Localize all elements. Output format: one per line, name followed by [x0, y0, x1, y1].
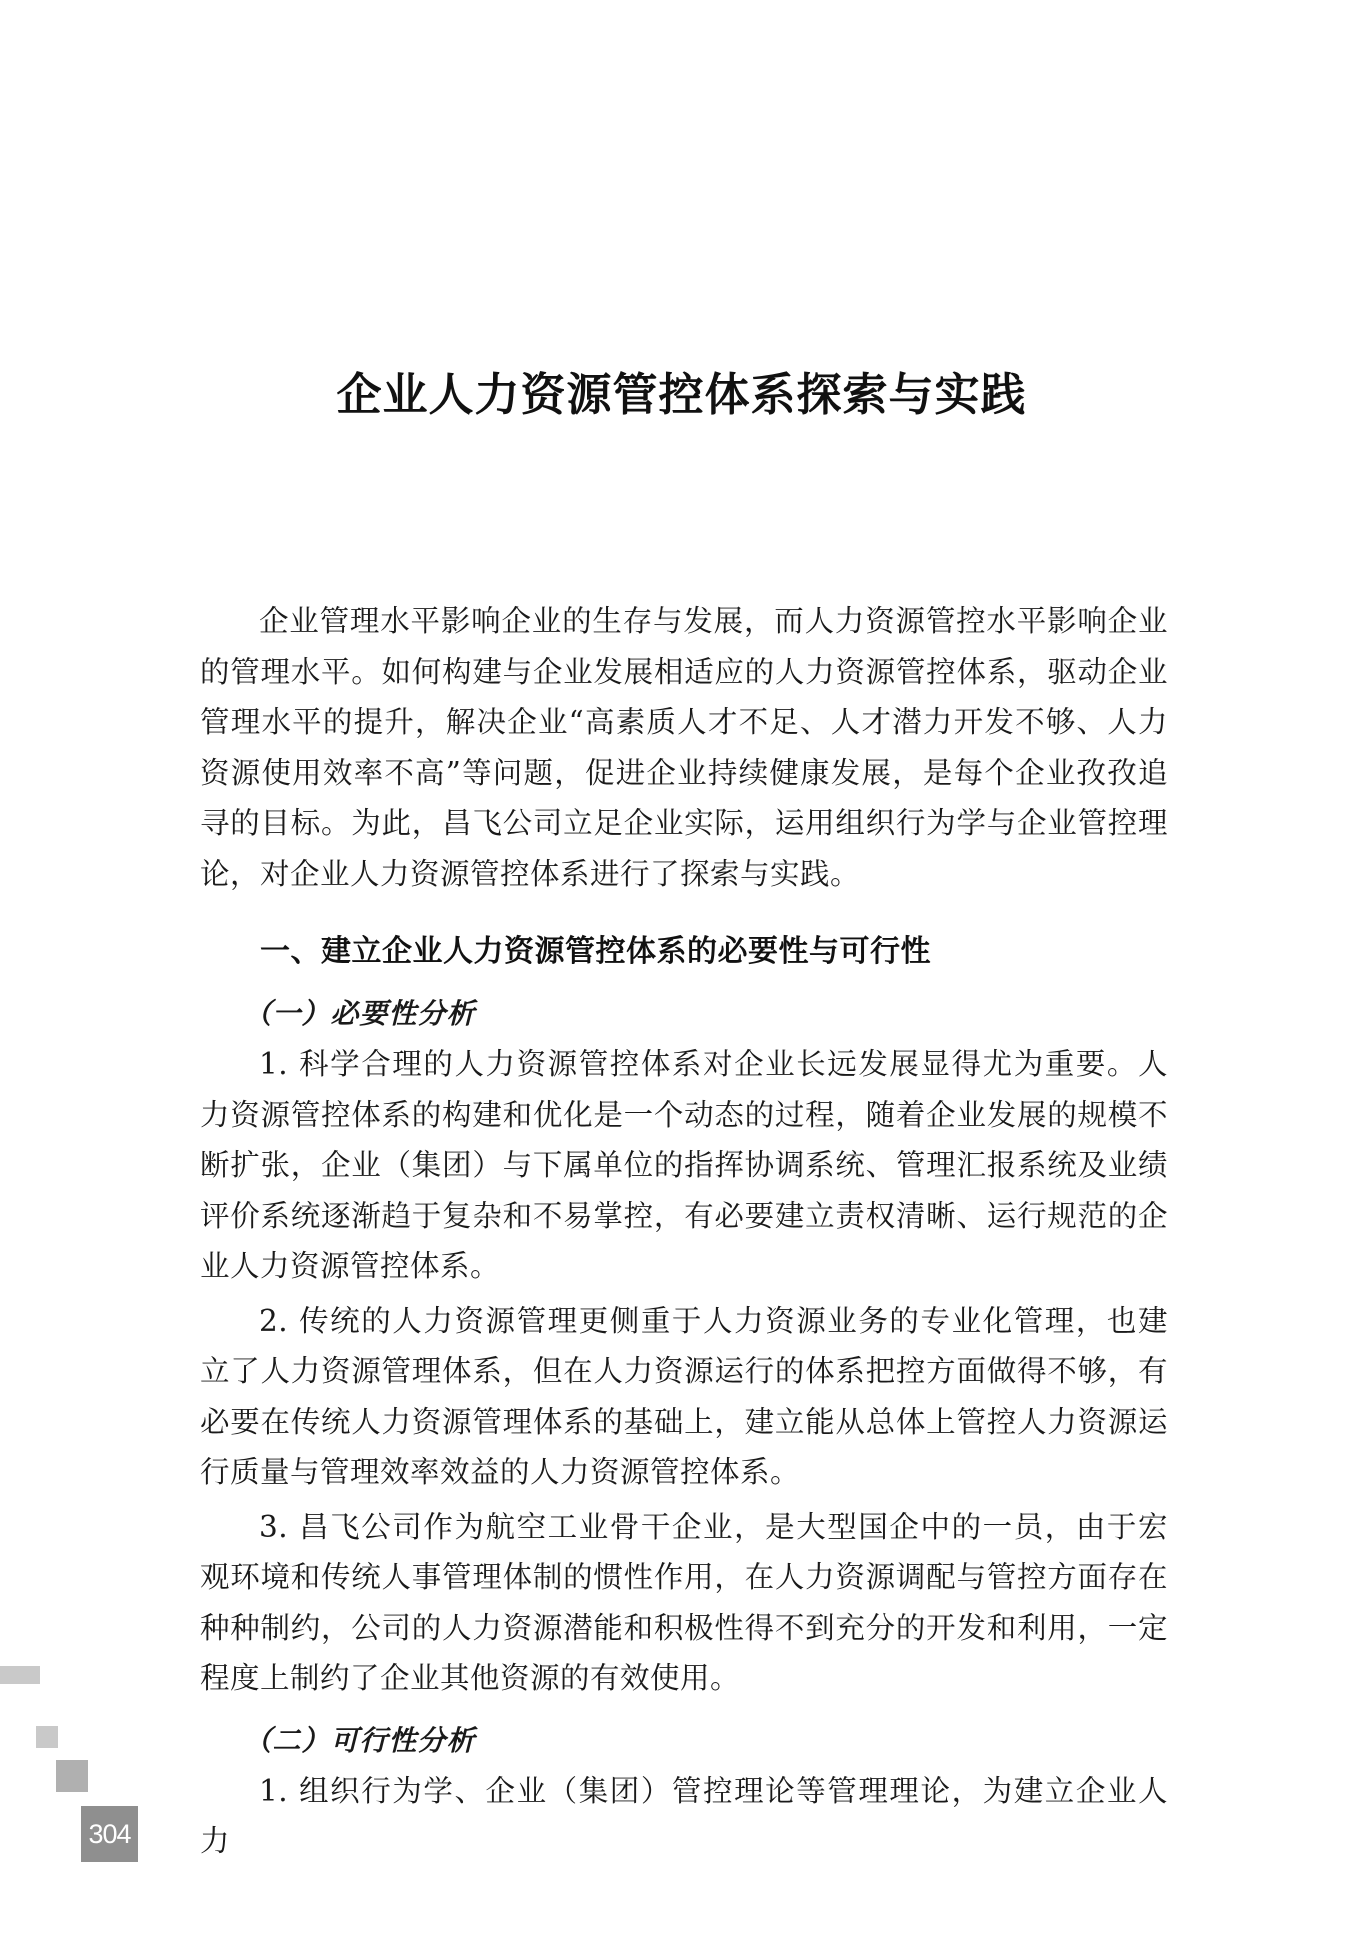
page-number: 304	[81, 1806, 138, 1862]
subsection-heading-necessity: （一）必要性分析	[243, 997, 476, 1030]
necessity-paragraph-1: 1. 科学合理的人力资源管控体系对企业长远发展显得尤为重要。人力资源管控体系的构建和优化是一个动态的过程，随着企业发展的规模不断扩张，企业（集团）与下属单位的指挥协调系统、管理汇报系统及业绩评价系统逐渐趋于复杂和不易掌控，有必要建立责权清晰、运行规范的企业人力资源管控体系。	[200, 1047, 1168, 1283]
decorative-block	[0, 1666, 40, 1684]
intro-paragraph: 企业管理水平影响企业的生存与发展，而人力资源管控水平影响企业的管理水平。如何构建与企业发展相适应的人力资源管控体系，驱动企业管理水平的提升，解决企业“高素质人才不足、人才潜力开发不够、人力资源使用效率不高”等问题，促进企业持续健康发展，是每个企业孜孜追寻的目标。为此，昌飞公司立足企业实际，运用组织行为学与企业管控理论，对企业人力资源管控体系进行了探索与实践。	[200, 604, 1168, 891]
subsection-heading-feasibility: （二）可行性分析	[243, 1723, 476, 1757]
necessity-paragraph-3: 3. 昌飞公司作为航空工业骨干企业，是大型国企中的一员，由于宏观环境和传统人事管理体制的惯性作用，在人力资源调配与管控方面存在种种制约，公司的人力资源潜能和积极性得不到充分的开发和利用，一定程度上制约了企业其他资源的有效使用。	[200, 1509, 1168, 1695]
article-body	[200, 596, 1168, 1867]
section-heading: 一、建立企业人力资源管控体系的必要性与可行性	[260, 934, 931, 969]
page-title: 企业人力资源管控体系探索与实践	[336, 368, 1027, 421]
necessity-paragraph-2: 2. 传统的人力资源管理更侧重于人力资源业务的专业化管理，也建立了人力资源管理体系，但在人力资源运行的体系把控方面做得不够，有必要在传统人力资源管理体系的基础上，建立能从总体上管控人力资源运行质量与管理效率效益的人力资源管控体系。	[200, 1303, 1168, 1489]
decorative-block	[36, 1726, 58, 1748]
feasibility-paragraph-1: 1. 组织行为学、企业（集团）管控理论等管理理论，为建立企业人力	[200, 1773, 1168, 1858]
decorative-block	[56, 1760, 88, 1792]
